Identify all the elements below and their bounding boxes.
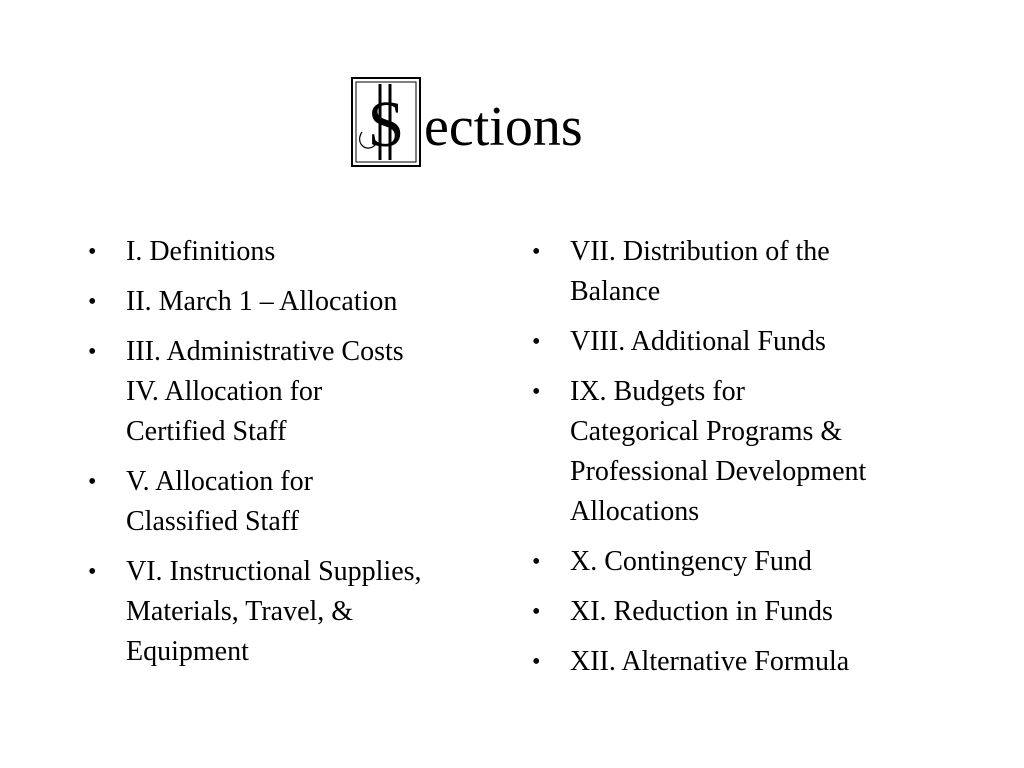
bullet-icon: • [532, 239, 541, 265]
sections-list-left [88, 232, 508, 682]
title-text: ections [424, 96, 583, 158]
section-item-line: XII. Alternative Formula [570, 646, 850, 677]
section-item-line: III. Administrative Costs [126, 336, 404, 367]
section-item [532, 642, 952, 682]
section-item [88, 282, 508, 322]
section-item-line: Classified Staff [126, 506, 299, 537]
section-item-line: Allocations [570, 496, 700, 527]
section-item-line: V. Allocation for [126, 466, 313, 497]
section-item-line: IX. Budgets for [570, 376, 745, 407]
decorative-dropcap-s [350, 74, 422, 170]
dropcap-letter: S [367, 88, 405, 161]
bullet-icon: • [532, 379, 541, 405]
bullet-icon: • [532, 549, 541, 575]
bullet-icon: • [88, 559, 97, 585]
section-item-line: VIII. Additional Funds [570, 326, 826, 357]
section-item-line: I. Definitions [126, 236, 276, 267]
section-item-line: Professional Development [570, 456, 867, 487]
dollar-dropcap-icon [350, 74, 422, 170]
section-item-line: IV. Allocation for [126, 376, 323, 407]
bullet-icon: • [88, 339, 97, 365]
bullet-icon: • [88, 469, 97, 495]
sections-list-right [532, 232, 952, 692]
section-item [532, 592, 952, 632]
section-item-line: Categorical Programs & [570, 416, 843, 447]
section-item [532, 542, 952, 582]
slide-title [350, 72, 583, 172]
bullet-icon: • [88, 289, 97, 315]
section-item [532, 322, 952, 362]
section-item [88, 232, 508, 272]
section-item [532, 372, 952, 532]
section-item-line: Materials, Travel, & [126, 596, 354, 627]
section-item-line: X. Contingency Fund [570, 546, 812, 577]
section-item-line: XI. Reduction in Funds [570, 596, 833, 627]
section-item-line: II. March 1 – Allocation [126, 286, 398, 317]
section-item-line: Equipment [126, 636, 249, 667]
section-item-line: VI. Instructional Supplies, [126, 556, 422, 587]
bullet-icon: • [88, 239, 97, 265]
section-item-line: Balance [570, 276, 661, 307]
section-item [532, 232, 952, 312]
bullet-icon: • [532, 329, 541, 355]
section-item [88, 552, 508, 672]
section-item-line: VII. Distribution of the [570, 236, 830, 267]
section-item [88, 462, 508, 542]
section-item-line: Certified Staff [126, 416, 287, 447]
section-item [88, 332, 508, 452]
bullet-icon: • [532, 599, 541, 625]
bullet-icon: • [532, 649, 541, 675]
